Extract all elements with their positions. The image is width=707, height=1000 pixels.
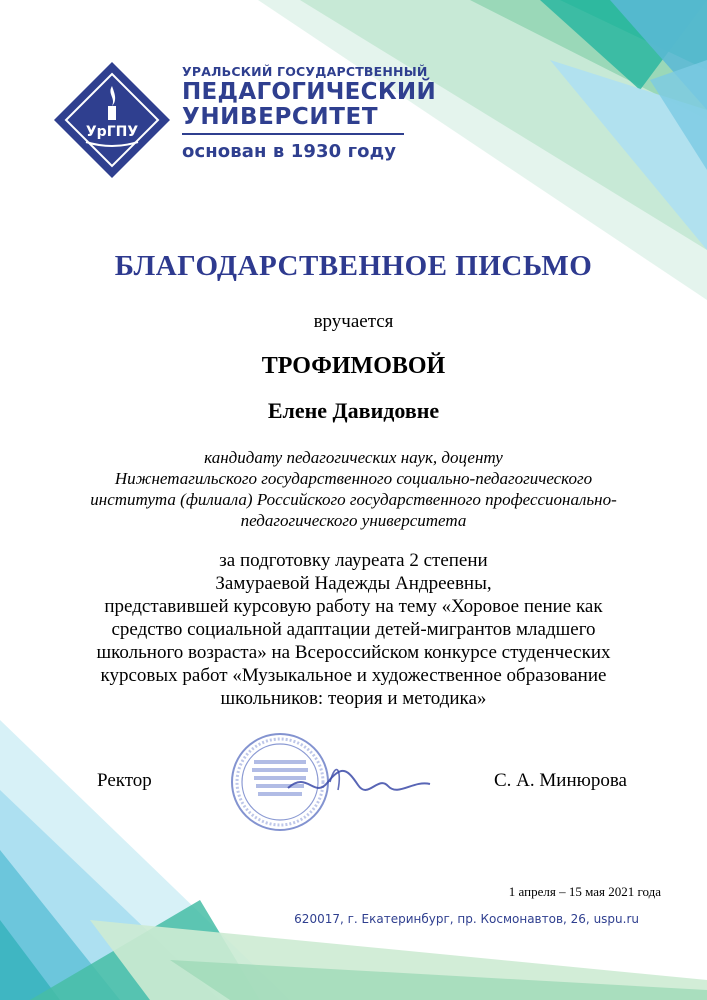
position-line: педагогического университета [240, 511, 467, 530]
official-stamp [218, 730, 448, 840]
reason-line: школьного возраста» на Всероссийском конкурсе студенческих [96, 642, 611, 663]
university-name-block [182, 66, 436, 161]
recipient-given-names: Елене Давидовне [267, 398, 440, 423]
recipient-surname: ТРОФИМОВОЙ [261, 353, 446, 379]
reason-line: за подготовку лауреата 2 степени [219, 550, 488, 571]
signature [288, 771, 430, 790]
recipient-position [0, 447, 707, 531]
university-name-line3: УНИВЕРСИТЕТ [182, 103, 379, 130]
reason-line: представившей курсовую работу на тему «Хоровое пение как [104, 596, 603, 617]
award-reason [0, 549, 707, 710]
certificate-title: БЛАГОДАРСТВЕННОЕ ПИСЬМО [114, 250, 593, 282]
university-address: 620017, г. Екатеринбург, пр. Космонавтов, 26, uspu.ru [294, 912, 639, 926]
university-divider [182, 133, 404, 135]
signature-role: Ректор [97, 770, 152, 791]
position-line: кандидату педагогических наук, доценту [204, 448, 503, 467]
university-name-line1: УРАЛЬСКИЙ ГОСУДАРСТВЕННЫЙ [182, 64, 428, 79]
reason-line: Замураевой Надежды Андреевны, [215, 573, 492, 594]
reason-line: курсовых работ «Музыкальное и художественное образование [100, 665, 607, 686]
university-founded: основан в 1930 году [182, 140, 397, 162]
position-line: Нижнетагильского государственного социально-педагогического [114, 469, 593, 488]
emblem-text: УрГПУ [85, 124, 139, 140]
event-dates: 1 апреля – 15 мая 2021 года [508, 884, 661, 899]
position-line: института (филиала) Российского государственного профессионально- [90, 490, 617, 509]
university-name-line2: ПЕДАГОГИЧЕСКИЙ [182, 78, 437, 105]
awarded-to-text: вручается [313, 311, 394, 332]
university-logo [52, 60, 172, 180]
signer-name: С. А. Минюрова [494, 770, 627, 791]
reason-line: школьников: теория и методика» [220, 688, 487, 709]
reason-line: средство социальной адаптации детей-мигрантов младшего [111, 619, 596, 640]
